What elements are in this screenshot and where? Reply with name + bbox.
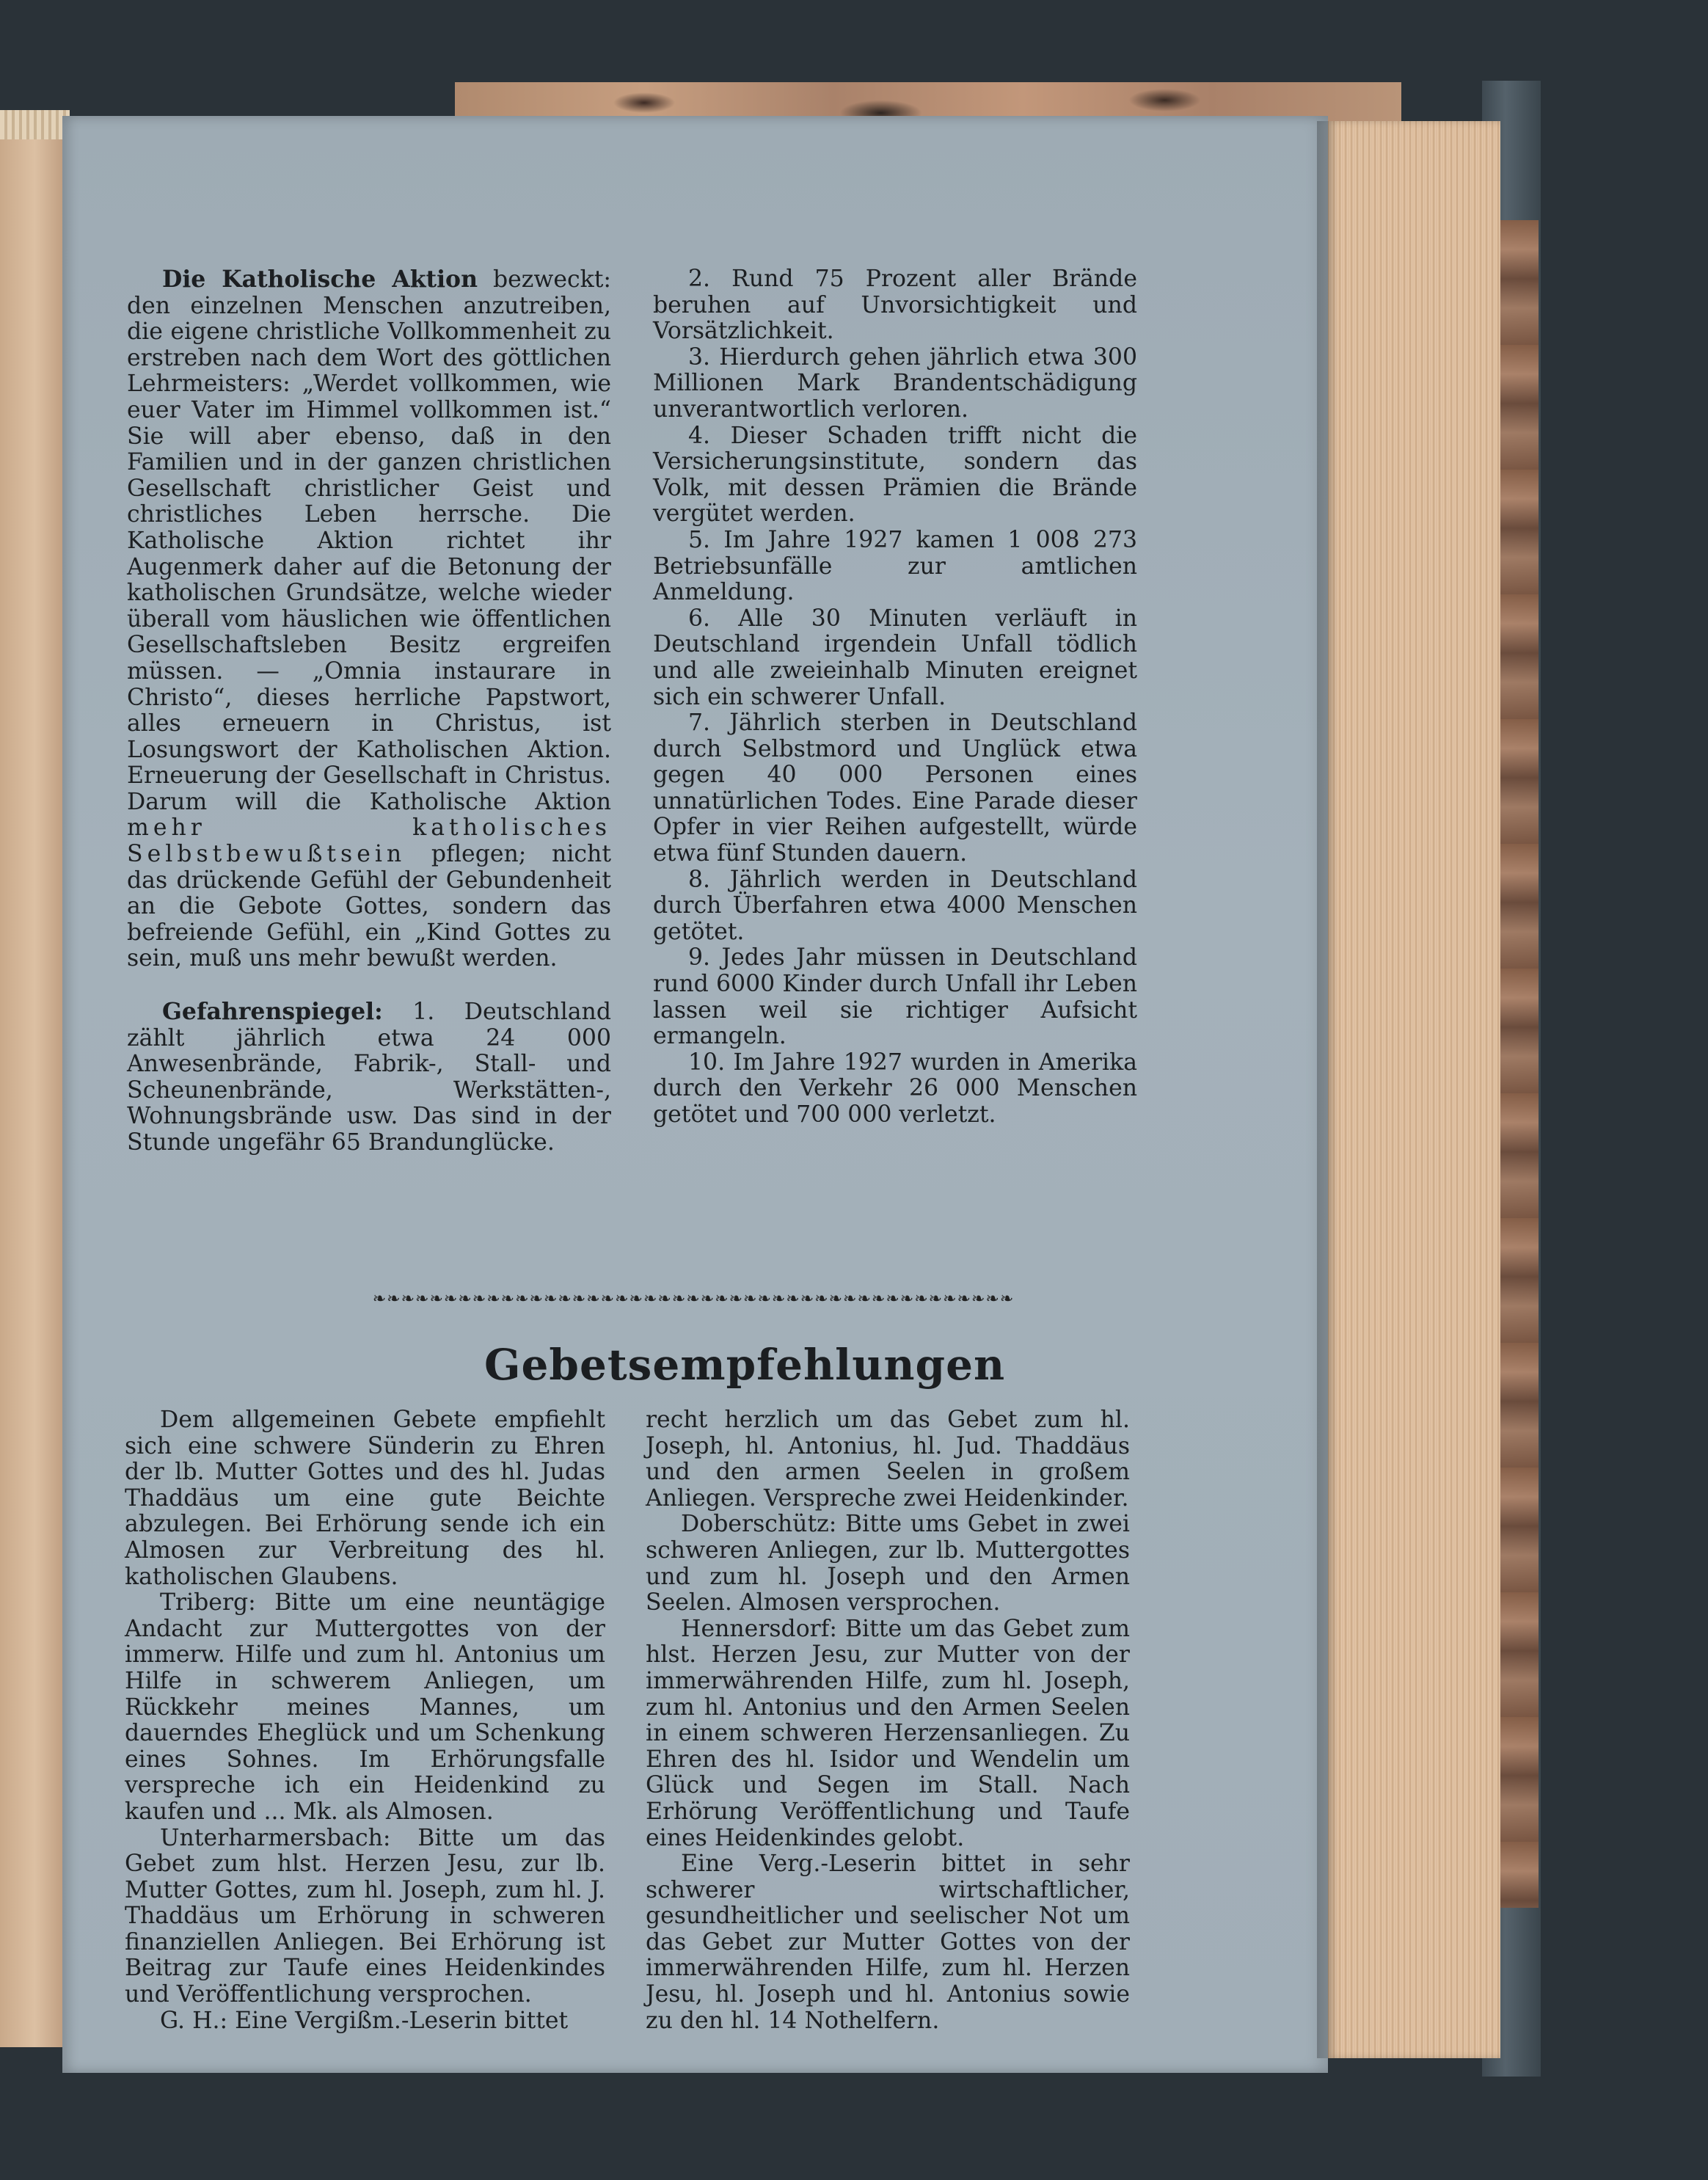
section-heading: Gebetsempfehlungen xyxy=(484,1340,1006,1390)
prayer-request: Unterharmersbach: Bitte um das Gebet zum hlst. Herzen Jesu, zur lb. Mutter Gottes, zum hl. Joseph, zum hl. J. Thaddäus um Erhörung in schweren finanziellen Anliegen. Bei Erhörung ist Beitrag zur Taufe eines Heidenkindes und Veröffentlichung versprochen. xyxy=(125,1824,605,2008)
list-item: 7. Jährlich sterben in Deutschland durch Selbstmord und Unglück etwa gegen 40 000 Personen eines unnatürlichen Todes. Eine Parade dieser Opfer in vier Reihen aufgestellt, würde etwa fünf Stunden dauern. xyxy=(653,710,1137,867)
katholische-aktion-lead: Die Katholische Aktion xyxy=(162,266,478,293)
prayer-request: Eine Verg.-Leserin bittet in sehr schwerer wirtschaftlicher, gesundheitlicher und seelischer Not um das Gebet zur Mutter Gottes von der immerwährenden Hilfe, zum hl. Herzen Jesu, hl. Joseph und hl. Antonius sowie zu den hl. 14 Nothelfern. xyxy=(646,1851,1130,2034)
katholische-aktion-paragraph xyxy=(127,266,611,972)
gefahrenspiegel-text: 1. Deutschland zählt jährlich etwa 24 000 Anwesenbrände, Fabrik-, Stall- und Scheunenbrände, Werkstätten-, Wohnungsbrände usw. Das sind in der Stunde ungefähr 65 Brandunglücke. xyxy=(127,999,611,1156)
gebetsempfehlungen-right-column xyxy=(646,1407,1130,2034)
katholische-aktion-column xyxy=(127,266,611,1156)
list-item: 9. Jedes Jahr müssen in Deutschland rund 6000 Kinder durch Unfall ihr Leben lassen weil sie richtiger Aufsicht ermangeln. xyxy=(653,944,1137,1050)
gefahrenspiegel-lead: Gefahrenspiegel: xyxy=(162,998,383,1026)
prayer-request: G. H.: Eine Vergißm.-Leserin bittet xyxy=(160,2007,569,2034)
list-item: 8. Jährlich werden in Deutschland durch Überfahren etwa 4000 Menschen getötet. xyxy=(653,866,1137,945)
katholische-aktion-text-end: pflegen; nicht das drückende Gefühl der Gebundenheit an die Gebote Gottes, sondern das befreiende Gefühl, ein „Kind Gottes zu sein, muß uns mehr bewußt werden. xyxy=(127,841,611,972)
list-item: 2. Rund 75 Prozent aller Brände beruhen auf Unvorsichtigkeit und Vorsätzlichkeit. xyxy=(653,266,1137,345)
prayer-request: Hennersdorf: Bitte um das Gebet zum hlst. Herzen Jesu, zur Mutter von der immerwährenden Hilfe, zum hl. Joseph, zum hl. Antonius und den Armen Seelen in einem schweren Herzensanliegen. Zu Ehren des hl. Isidor und Wendelin um Glück und Segen im Stall. Nach Erhörung Veröffentlichung und Taufe eines Heidenkindes gelobt. xyxy=(646,1615,1130,1851)
list-item: 10. Im Jahre 1927 wurden in Amerika durch den Verkehr 26 000 Menschen getötet und 700 000 verletzt. xyxy=(653,1049,1137,1128)
cover-marbling-side xyxy=(1498,220,1539,1908)
list-item: 3. Hierdurch gehen jährlich etwa 300 Millionen Mark Brandentschädigung unverantwortlich verloren. xyxy=(653,343,1137,423)
list-item: 4. Dieser Schaden trifft nicht die Versicherungsinstitute, sondern das Volk, mit dessen Prämien die Brände vergütet werden. xyxy=(653,422,1137,528)
gebetsempfehlungen-left-column xyxy=(125,1407,605,2034)
book-spine-stitching xyxy=(0,110,70,139)
list-item: 6. Alle 30 Minuten verläuft in Deutschland irgendein Unfall tödlich und alle zweieinhalb Minuten ereignet sich ein schwerer Unfall. xyxy=(653,605,1137,710)
katholische-aktion-text: bezweckt: den einzelnen Menschen anzutreiben, die eigene christliche Vollkommenheit zu erstreben nach dem Wort des göttlichen Lehrmeisters: „Werdet vollkommen, wie euer Vater im Himmel vollkommen ist.“ Sie will aber ebenso, daß in den Familien und in der ganzen christlichen Gesellschaft christlicher Geist und christliches Leben herrsche. Die Katholische Aktion richtet ihr Augenmerk daher auf die Betonung der katholischen Grundsätze, welche wieder überall vom häuslichen wie öffentlichen Gesellschaftsleben Besitz ergreifen müssen. — „Omnia instaurare in Christo“, dieses herrliche Papstwort, alles erneuern in Christus, ist Losungswort der Katholischen Aktion. Erneuerung der Gesellschaft in Christus. Darum will die Katholische Aktion xyxy=(127,266,611,815)
page-edges-block xyxy=(1324,121,1500,2058)
prayer-request: Doberschütz: Bitte ums Gebet in zwei schweren Anliegen, zur lb. Muttergottes und zum hl. Joseph und den Armen Seelen. Almosen versprochen. xyxy=(646,1511,1130,1616)
list-item: 5. Im Jahre 1927 kamen 1 008 273 Betriebsunfälle zur amtlichen Anmeldung. xyxy=(653,526,1137,606)
emphasis-spaced-text: mehr katholisches Selbstbewußtsein xyxy=(127,814,611,868)
gefahrenspiegel-list xyxy=(653,266,1137,1129)
printed-page xyxy=(62,116,1328,2073)
left-page-edge xyxy=(0,110,70,2047)
gutter-shadow xyxy=(1317,121,1339,2058)
prayer-request: Dem allgemeinen Gebete empfiehlt sich eine schwere Sünderin zu Ehren der lb. Mutter Gottes und des hl. Judas Thaddäus um eine gute Beichte abzulegen. Bei Erhörung sende ich ein Almosen zur Verbreitung des hl. katholischen Glaubens. xyxy=(125,1407,605,1590)
prayer-request: recht herzlich um das Gebet zum hl. Joseph, hl. Antonius, hl. Jud. Thaddäus und den armen Seelen in großem Anliegen. Verspreche zwei Heidenkinder. xyxy=(646,1407,1130,1512)
ornamental-divider: ❧❧❧❧❧❧❧❧❧❧❧❧❧❧❧❧❧❧❧❧❧❧❧❧❧❧❧❧❧❧❧❧❧❧❧❧❧❧❧❧❧❧❧❧❧ xyxy=(372,1290,1015,1308)
prayer-request: Triberg: Bitte um eine neuntägige Andacht zur Muttergottes von der immerw. Hilfe und zum hl. Antonius um Hilfe in schwerem Anliegen, um Rückkehr meines Mannes, um dauerndes Eheglück und um Schenkung eines Sohnes. Im Erhörungsfalle verspreche ich ein Heidenkind zu kaufen und ... Mk. als Almosen. xyxy=(125,1589,605,1825)
gefahrenspiegel-paragraph xyxy=(127,999,611,1156)
